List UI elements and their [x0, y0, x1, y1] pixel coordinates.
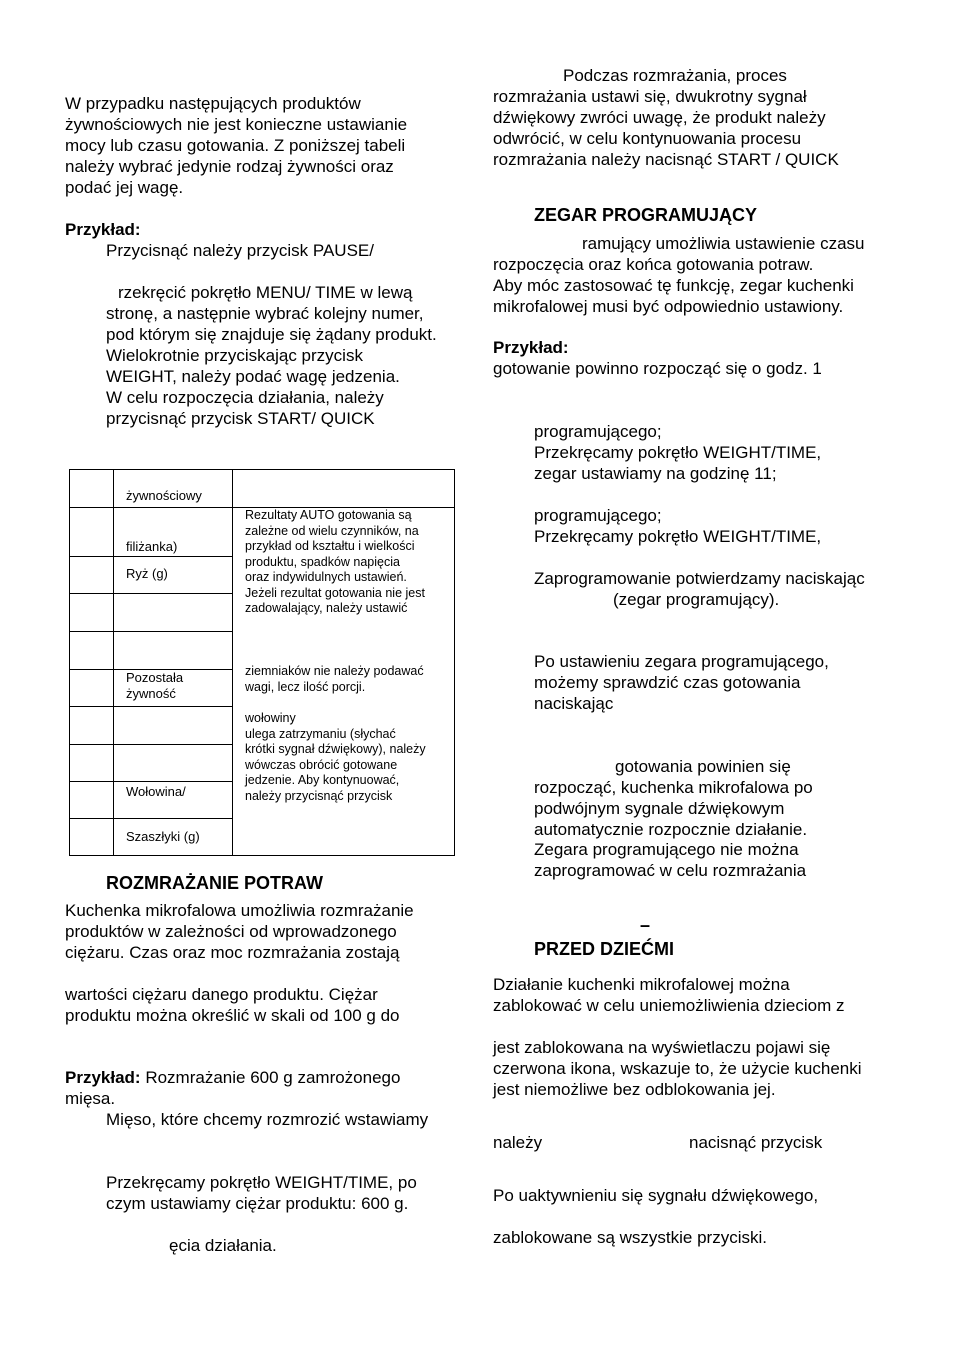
example-step: Zaprogramowanie potwierdzamy naciskając	[534, 569, 865, 588]
example-step: rozpocząć, kuchenka mikrofalowa po	[534, 778, 813, 797]
body-line: należy	[493, 1133, 543, 1152]
body-line: ramujący umożliwia ustawienie czasu	[582, 234, 865, 253]
table-divider	[113, 470, 114, 855]
example-step: programującego;	[534, 422, 662, 441]
body-line: czerwona ikona, wskazuje to, że użycie kuchenki	[493, 1059, 862, 1078]
example-step: podwójnym sygnale dźwiękowym	[534, 799, 785, 818]
section-heading: ROZMRAŻANIE POTRAW	[106, 873, 323, 893]
table-note: krótki sygnał dźwiękowy), należy	[245, 742, 426, 756]
table-divider	[232, 470, 233, 855]
body-line: Kuchenka mikrofalowa umożliwia rozmrażanie	[65, 901, 414, 920]
table-note: oraz indywidulnych ustawień.	[245, 570, 407, 584]
table-cell: Wołowina/	[126, 784, 186, 799]
example-text: Rozmrażanie 600 g zamrożonego	[140, 1068, 401, 1087]
body-line: wartości ciężaru danego produktu. Ciężar	[65, 985, 378, 1004]
example-label: Przykład:	[493, 338, 569, 357]
table-divider	[70, 507, 233, 508]
body-line: dźwiękowy zwróci uwagę, że produkt należy	[493, 108, 826, 127]
example-step: Przekręcamy pokrętło WEIGHT/TIME, po	[106, 1173, 417, 1192]
example-step: naciskając	[534, 694, 614, 713]
table-cell: Szaszłyki (g)	[126, 829, 200, 844]
body-line: produktów w zależności od wprowadzonego	[65, 922, 397, 941]
table-cell: filiżanka)	[126, 539, 178, 554]
example-step: (zegar programujący).	[613, 590, 780, 609]
table-divider	[70, 706, 233, 707]
example-step: zegar ustawiamy na godzinę 11;	[534, 464, 777, 483]
table-divider	[70, 593, 233, 594]
table-note: jedzenie. Aby kontynuować,	[245, 773, 400, 787]
body-line: rozmrażania należy nacisnąć START / QUICK	[493, 150, 839, 169]
table-note: ulega zatrzymaniu (słychać	[245, 726, 396, 741]
table-note: Rezultaty AUTO gotowania są	[245, 508, 412, 522]
table-note: zadowalający, należy ustawić	[245, 601, 408, 615]
body-line: Podczas rozmrażania, proces	[563, 66, 787, 85]
example-step: Przekręcamy pokrętło WEIGHT/TIME,	[534, 527, 822, 546]
body-line: ciężaru. Czas oraz moc rozmrażania zostają	[65, 943, 400, 962]
example-step: W celu rozpoczęcia działania, należy	[106, 388, 384, 407]
body-line: zablokować w celu uniemożliwienia dzieciom z	[493, 996, 845, 1015]
intro-line: podać jej wagę.	[65, 178, 184, 197]
body-line: zablokowane są wszystkie przyciski.	[493, 1228, 767, 1247]
example-label: Przykład:	[65, 1068, 141, 1087]
body-line: nacisnąć przycisk	[689, 1133, 823, 1152]
body-line: mięsa.	[65, 1089, 116, 1108]
example-step: możemy sprawdzić czas gotowania	[534, 673, 801, 692]
table-note: wówczas obrócić gotowane	[245, 757, 398, 772]
table-cell: Ryż (g)	[126, 566, 168, 581]
example-step: stronę, a następnie wybrać kolejny numer,	[106, 304, 424, 323]
example-line	[65, 1067, 400, 1088]
table-divider	[70, 818, 233, 819]
table-note: przykład od kształtu i wielkości	[245, 539, 415, 553]
example-step: Zegara programującego nie można	[534, 840, 799, 859]
table-note: produktu, spadków napięcia	[245, 554, 400, 569]
example-step: zaprogramować w celu rozmrażania	[534, 861, 807, 880]
body-line: rozmrażania ustawi się, dwukrotny sygnał	[493, 87, 807, 106]
body-line: Po uaktywnieniu się sygnału dźwiękowego,	[493, 1186, 819, 1205]
intro-line: W przypadku następujących produktów	[65, 94, 361, 113]
body-line: Działanie kuchenki mikrofalowej można	[493, 975, 790, 994]
heading-dash: –	[640, 915, 651, 935]
example-step: ęcia działania.	[169, 1236, 277, 1255]
intro-line: należy wybrać jedynie rodzaj żywności oraz	[65, 157, 394, 176]
example-step: pod którym się znajduje się żądany produkt.	[106, 325, 437, 344]
table-divider	[70, 781, 233, 782]
body-line: jest zablokowana na wyświetlaczu pojawi się	[493, 1038, 831, 1057]
body-line: gotowanie powinno rozpocząć się o godz. 1	[493, 359, 822, 378]
example-step: Wielokrotnie przyciskając przycisk	[106, 346, 363, 365]
example-step: przycisnąć przycisk START/ QUICK	[106, 409, 375, 428]
table-note: należy przycisnąć przycisk	[245, 788, 393, 803]
intro-line: żywnościowych nie jest konieczne ustawianie	[65, 115, 408, 134]
example-label: Przykład:	[65, 220, 141, 239]
example-step: automatycznie rozpocznie działanie.	[534, 820, 808, 839]
table-note: wagi, lecz ilość porcji.	[245, 679, 366, 694]
table-note: Jeżeli rezultat gotowania nie jest	[245, 585, 425, 600]
example-step: rzekręcić pokrętło MENU/ TIME w lewą	[118, 283, 413, 302]
example-step: WEIGHT, należy podać wagę jedzenia.	[106, 367, 400, 386]
example-step: Przekręcamy pokrętło WEIGHT/TIME,	[534, 443, 822, 462]
example-step: Przycisnąć należy przycisk PAUSE/	[106, 241, 374, 260]
table-note: ziemniaków nie należy podawać	[245, 664, 424, 678]
table-divider	[70, 744, 233, 745]
example-step: czym ustawiamy ciężar produktu: 600 g.	[106, 1194, 409, 1213]
section-heading: ZEGAR PROGRAMUJĄCY	[534, 205, 758, 225]
example-step: programującego;	[534, 506, 662, 525]
table-cell: żywnościowy	[126, 488, 202, 503]
body-line: mikrofalowej musi być odpowiednio ustawiony.	[493, 297, 844, 316]
body-line: jest niemożliwe bez odblokowania jej.	[493, 1080, 776, 1099]
intro-line: mocy lub czasu gotowania. Z poniższej tabeli	[65, 136, 406, 155]
table-cell: Pozostała żywność	[126, 670, 184, 701]
body-line: odwrócić, w celu kontynuowania procesu	[493, 129, 802, 148]
section-heading: PRZED DZIEĆMI	[534, 939, 675, 959]
table-note: wołowiny	[245, 711, 296, 725]
example-step: Po ustawieniu zegara programującego,	[534, 652, 829, 671]
body-line: Aby móc zastosować tę funkcję, zegar kuchenki	[493, 276, 854, 295]
body-line: produktu można określić w skali od 100 g do	[65, 1006, 400, 1025]
table-divider	[70, 556, 233, 557]
table-note: zależne od wielu czynników, na	[245, 523, 419, 538]
table-divider	[70, 631, 233, 632]
example-step: Mięso, które chcemy rozmrozić wstawiamy	[106, 1110, 429, 1129]
body-line: rozpoczęcia oraz końca gotowania potraw.	[493, 255, 814, 274]
example-step: gotowania powinien się	[615, 757, 791, 776]
